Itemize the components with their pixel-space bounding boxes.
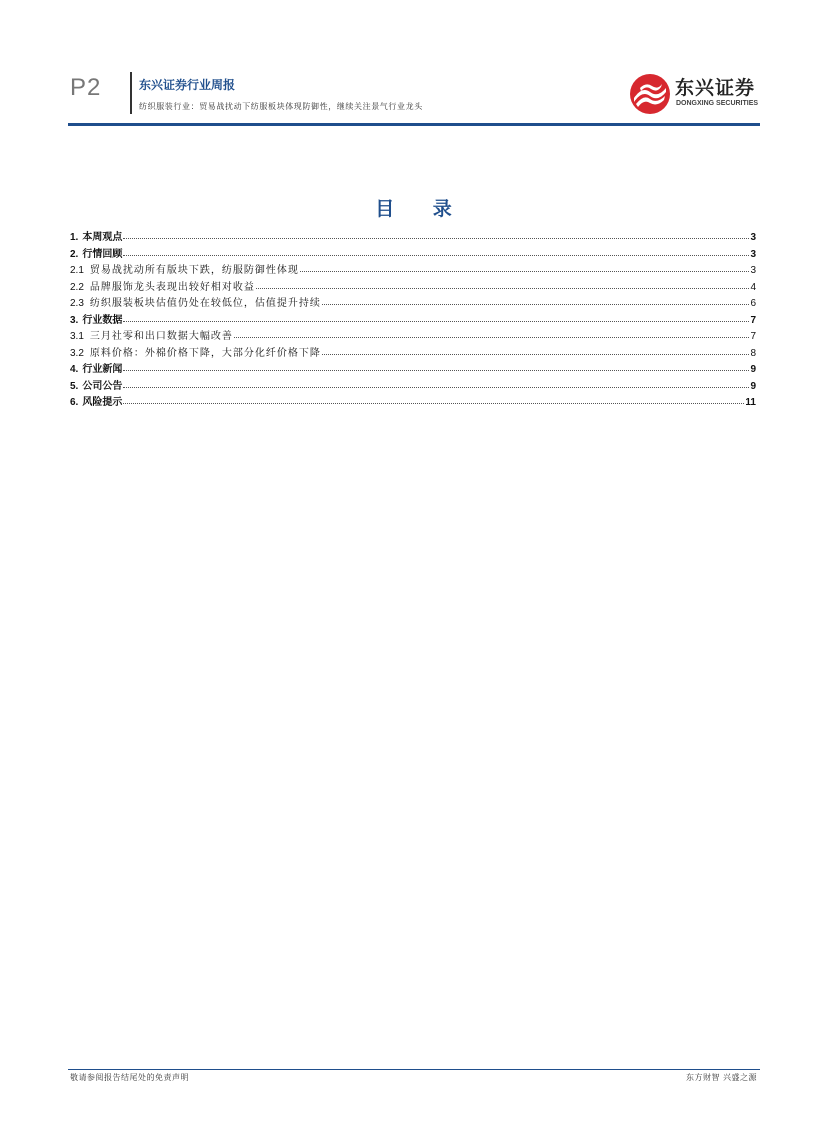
toc-entry-number: 3. (70, 314, 79, 326)
logo-name-cn: 东兴证券 (675, 77, 756, 99)
toc-leader-dots (300, 261, 750, 272)
toc-entry-number: 3.1 (70, 331, 84, 342)
toc-entry[interactable] (70, 345, 756, 360)
logo-name-en: DONGXING SECURITIES (676, 100, 759, 107)
toc-entry-page: 7 (750, 331, 756, 342)
toc-entry-title: 风险提示 (82, 397, 123, 408)
toc-entry-page: 11 (745, 397, 756, 408)
toc-entry[interactable] (70, 295, 756, 310)
disclaimer-note: 敬请参阅报告结尾处的免责声明 (70, 1073, 189, 1082)
toc-entry[interactable] (70, 394, 756, 409)
logo-mark-icon (628, 72, 672, 116)
toc-entry-page: 6 (750, 298, 756, 309)
toc-leader-dots (322, 344, 750, 355)
toc-entry[interactable] (70, 378, 756, 393)
toc-entry-title: 原料价格：外棉价格下降，大部分化纤价格下降 (89, 347, 321, 359)
toc-entry[interactable] (70, 328, 756, 343)
toc-leader-dots (123, 393, 744, 404)
toc-entry-title: 行业新闻 (82, 364, 123, 375)
header-divider (130, 72, 132, 114)
toc-entry-page: 9 (750, 380, 756, 392)
toc-entry-number: 4. (70, 364, 79, 375)
toc-entry-page: 4 (750, 281, 756, 293)
header-rule (68, 123, 760, 126)
toc-entry-title: 本周观点 (82, 232, 123, 243)
toc-title: 目 录 (375, 198, 468, 220)
toc-entry[interactable] (70, 246, 756, 261)
report-name: 东兴证券行业周报 (139, 78, 236, 92)
toc-entry-number: 6. (70, 397, 79, 408)
toc-entry[interactable] (70, 312, 756, 327)
toc-entry-number: 3.2 (70, 347, 84, 359)
toc-entry-title: 品牌服饰龙头表现出较好相对收益 (89, 281, 255, 293)
toc-entry-number: 2. (70, 248, 79, 260)
toc-entry-page: 3 (750, 232, 756, 243)
company-slogan: 东方财智 兴盛之源 (685, 1073, 757, 1082)
toc-entry-title: 公司公告 (82, 380, 123, 392)
toc-entry[interactable] (70, 361, 756, 376)
toc-leader-dots (123, 360, 749, 371)
toc-entry-number: 1. (70, 232, 79, 243)
toc-entry-number: 2.1 (70, 265, 84, 276)
toc-entry-title: 行业数据 (82, 314, 123, 326)
table-of-contents (70, 229, 756, 411)
report-subtitle: 纺织服装行业：贸易战扰动下纺服板块体现防御性，继续关注景气行业龙头 (139, 102, 423, 111)
toc-leader-dots (234, 327, 750, 338)
toc-entry-page: 3 (750, 265, 756, 276)
toc-entry-title: 贸易战扰动所有版块下跌，纺服防御性体现 (89, 265, 299, 276)
toc-leader-dots (123, 377, 749, 388)
company-logo (628, 72, 760, 116)
toc-entry-title: 行情回顾 (82, 248, 123, 260)
footer-rule (68, 1069, 760, 1070)
toc-leader-dots (123, 228, 749, 239)
toc-entry-page: 3 (750, 248, 756, 260)
toc-leader-dots (123, 311, 749, 322)
page-header (0, 0, 827, 130)
toc-leader-dots (256, 278, 750, 289)
toc-entry-title: 纺织服装板块估值仍处在较低位，估值提升持续 (89, 298, 321, 309)
toc-entry-number: 5. (70, 380, 79, 392)
toc-leader-dots (123, 245, 749, 256)
toc-entry-page: 8 (750, 347, 756, 359)
toc-entry-title: 三月社零和出口数据大幅改善 (89, 331, 233, 342)
page-number: P2 (70, 74, 102, 101)
toc-entry[interactable] (70, 262, 756, 277)
toc-leader-dots (322, 294, 750, 305)
toc-entry-page: 9 (750, 364, 756, 375)
toc-entry-number: 2.3 (70, 298, 84, 309)
toc-entry-number: 2.2 (70, 281, 84, 293)
toc-entry[interactable] (70, 229, 756, 244)
toc-entry[interactable] (70, 279, 756, 294)
toc-entry-page: 7 (750, 314, 756, 326)
